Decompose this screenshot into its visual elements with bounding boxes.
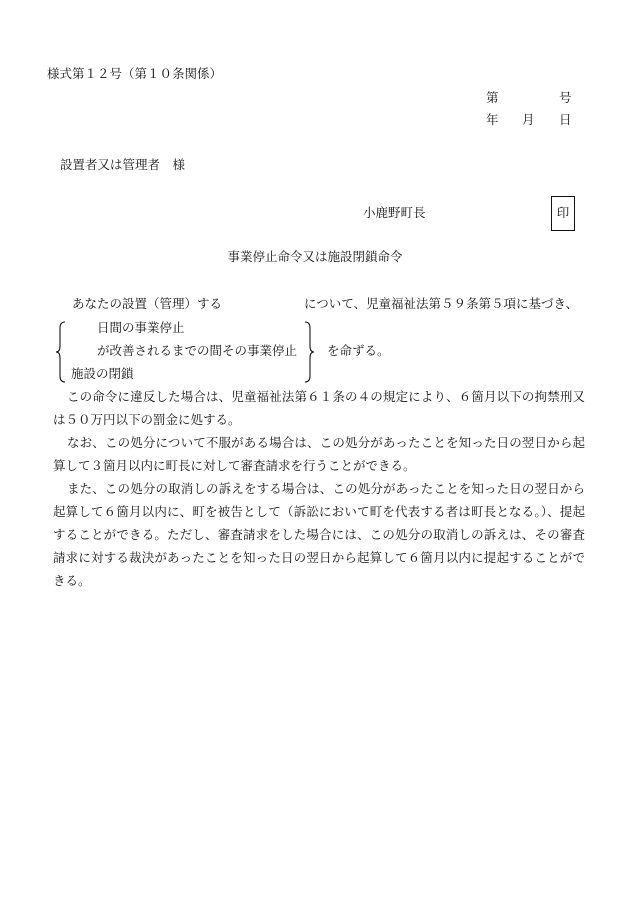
document-number-label-go: 号 <box>559 90 572 105</box>
date-month-label: 月 <box>522 112 535 127</box>
issuer-name: 小鹿野町長 <box>363 205 426 220</box>
right-brace <box>303 321 315 383</box>
document-title: 事業停止命令又は施設閉鎖命令 <box>227 249 403 264</box>
intro-text-end: について、児童福祉法第５９条第５項に基づき、 <box>304 296 579 311</box>
left-brace <box>55 321 67 383</box>
form-number: 様式第１２号（第１０条関係） <box>47 66 223 81</box>
appeal-paragraph: なお、この処分について不服がある場合は、この処分があったことを知った日の翌日から起算して３箇月以内に町長に対して審査請求を行うことができる。 <box>53 435 585 473</box>
addressee: 設置者又は管理者 様 <box>60 157 186 172</box>
intro-text-start: あなたの設置（管理）する <box>72 296 223 311</box>
option-business-suspension-days: 日間の事業停止 <box>97 320 185 335</box>
order-text: を命ずる。 <box>327 343 390 358</box>
option-facility-closure: 施設の閉鎖 <box>71 366 134 381</box>
lawsuit-paragraph: また、この処分の取消しの訴えをする場合は、この処分があったことを知った日の翌日から起算して６箇月以内に、町を被告として（訴訟において町を代表する者は町長となる。）、提起することができる。ただし、審査請求をした場合には、この処分の取消しの訴えは、その審査請求に対する裁決があったことを知った日の翌日から起算して６箇月以内に提起することができる。 <box>53 481 585 588</box>
seal-box <box>551 196 575 231</box>
date-day-label: 日 <box>559 112 572 127</box>
date-year-label: 年 <box>486 112 499 127</box>
penalty-paragraph: この命令に違反した場合は、児童福祉法第６１条の４の規定により、６箇月以下の拘禁刑又は５０万円以下の罰金に処する。 <box>53 389 585 427</box>
option-suspension-until-improved: が改善されるまでの間その事業停止 <box>97 343 298 358</box>
seal-label: 印 <box>556 205 570 221</box>
document-number-label-dai: 第 <box>486 90 499 105</box>
